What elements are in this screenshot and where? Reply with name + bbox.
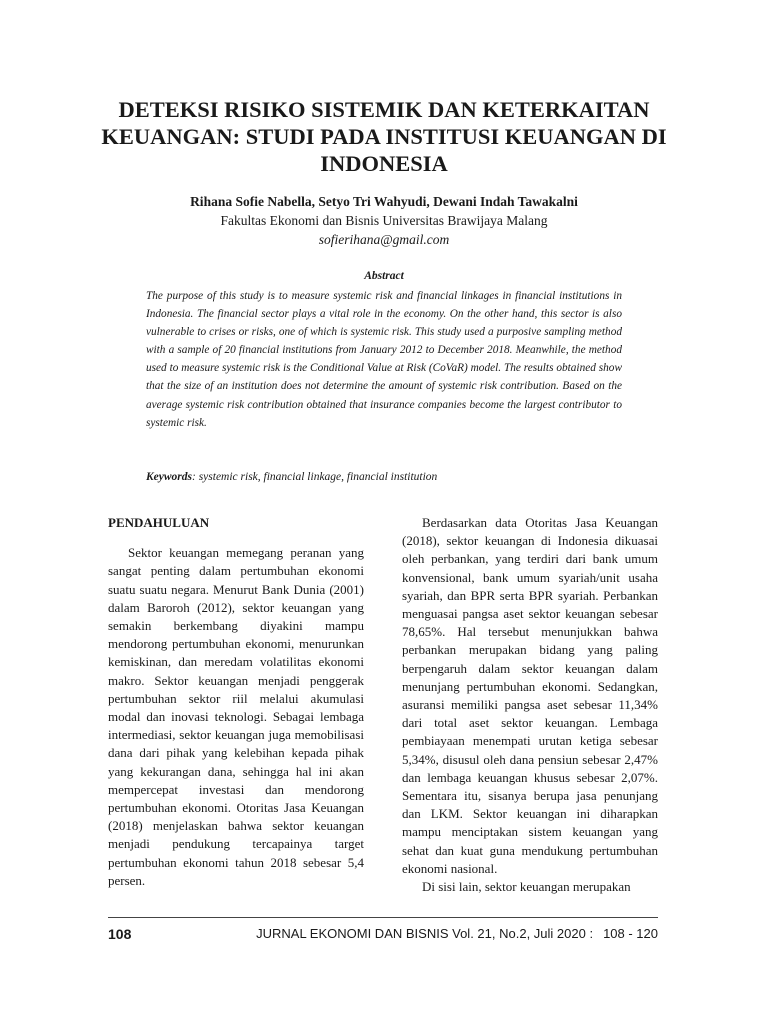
running-footer — [256, 925, 658, 943]
author-list: Rihana Sofie Nabella, Setyo Tri Wahyudi, Dewani Indah Tawakalni — [190, 194, 578, 209]
paper-title: DETEKSI RISIKO SISTEMIK DAN KETERKAITAN KEUANGAN: STUDI PADA INSTITUSI KEUANGAN DI INDONESIA — [101, 97, 667, 176]
keywords-label: Keywords — [146, 471, 192, 483]
author-affiliation: Fakultas Ekonomi dan Bisnis Universitas Brawijaya Malang — [220, 213, 548, 228]
keywords-text: : systemic risk, financial linkage, financial institution — [192, 471, 438, 483]
body-paragraph: Sektor keuangan memegang peranan yang sangat penting dalam pertumbuhan ekonomi suatu suatu negara. Menurut Bank Dunia (2001) dalam Baroroh (2012), sektor keuangan yang semakin berkembang diyakini mampu mendorong pertumbuhan ekonomi, menurunkan kemiskinan, dan meredam volatilitas ekonomi makro. Sektor keuangan menjadi penggerak pertumbuhan sektor riil melalui akumulasi modal dan inovasi teknologi. Sebagai lembaga intermediasi, sektor keuangan juga memobilisasi dana dari pihak yang kelebihan kepada pihak yang kekurangan dana, sehingga hal ini akan mempercepat investasi dan mendorong pertumbuhan ekonomi. Otoritas Jasa Keuangan (2018) menjelaskan bahwa sektor keuangan menjadi pendukung tercapainya target pertumbuhan ekonomi tahun 2018 sebesar 5,4 persen. — [108, 545, 364, 888]
right-column — [402, 514, 658, 896]
journal-page-range: 108 - 120 — [603, 926, 658, 941]
footer-divider — [108, 917, 658, 918]
keywords-line — [146, 469, 622, 485]
abstract-text: The purpose of this study is to measure systemic risk and financial linkages in financial institutions in Indonesia. The financial sector plays a vital role in the economy. On the other hand, this sector is also vulnerable to crises or risks, one of which is systemic risk. This study used a purposive sampling method with a sample of 20 financial institutions from January 2012 to December 2018. Meanwhile, the method used to measure systemic risk is the Conditional Value at Risk (CoVaR) model. The results obtained show that the size of an institution does not determine the amount of systemic risk contribution. Based on the average systemic risk contribution obtained that insurance companies become the largest contributor to systemic risk. — [146, 290, 622, 429]
page-number: 108 — [108, 926, 132, 942]
section-heading: PENDAHULUAN — [108, 515, 210, 530]
left-column — [108, 514, 364, 890]
body-paragraph: Di sisi lain, sektor keuangan merupakan — [422, 879, 631, 895]
journal-volume-issue: Vol. 21, No.2, Juli 2020 : — [452, 926, 594, 941]
author-email: sofierihana@gmail.com — [318, 232, 450, 247]
journal-name: JURNAL EKONOMI DAN BISNIS — [256, 926, 449, 941]
abstract-heading: Abstract — [364, 270, 404, 282]
body-paragraph: Berdasarkan data Otoritas Jasa Keuangan (2018), sektor keuangan di Indonesia dikuasai oleh perbankan, yang terdiri dari bank umum konvensional, bank umum syariah/unit usaha syariah, dan BPR serta BPR syariah. Perbankan menguasai pangsa aset sektor keuangan sebesar 78,65%. Hal tersebut menunjukkan bahwa perbankan merupakan bidang yang paling berpengaruh dalam sektor keuangan dalam menunjang pertumbuhan ekonomi. Sedangkan, asuransi memiliki pangsa aset sebesar 11,34% dari total aset sektor keuangan. Lembaga pembiayaan menempati urutan ketiga sebesar 5,34%, disusul oleh dana pensiun sebesar 2,47% dan lembaga keuangan khusus sebesar 2,07%. Sementara itu, sisanya berupa jasa penunjang dan LKM. Sektor keuangan ini diharapkan mampu menciptakan sistem keuangan yang sehat dan kuat guna mendukung pertumbuhan ekonomi nasional. — [402, 515, 658, 876]
